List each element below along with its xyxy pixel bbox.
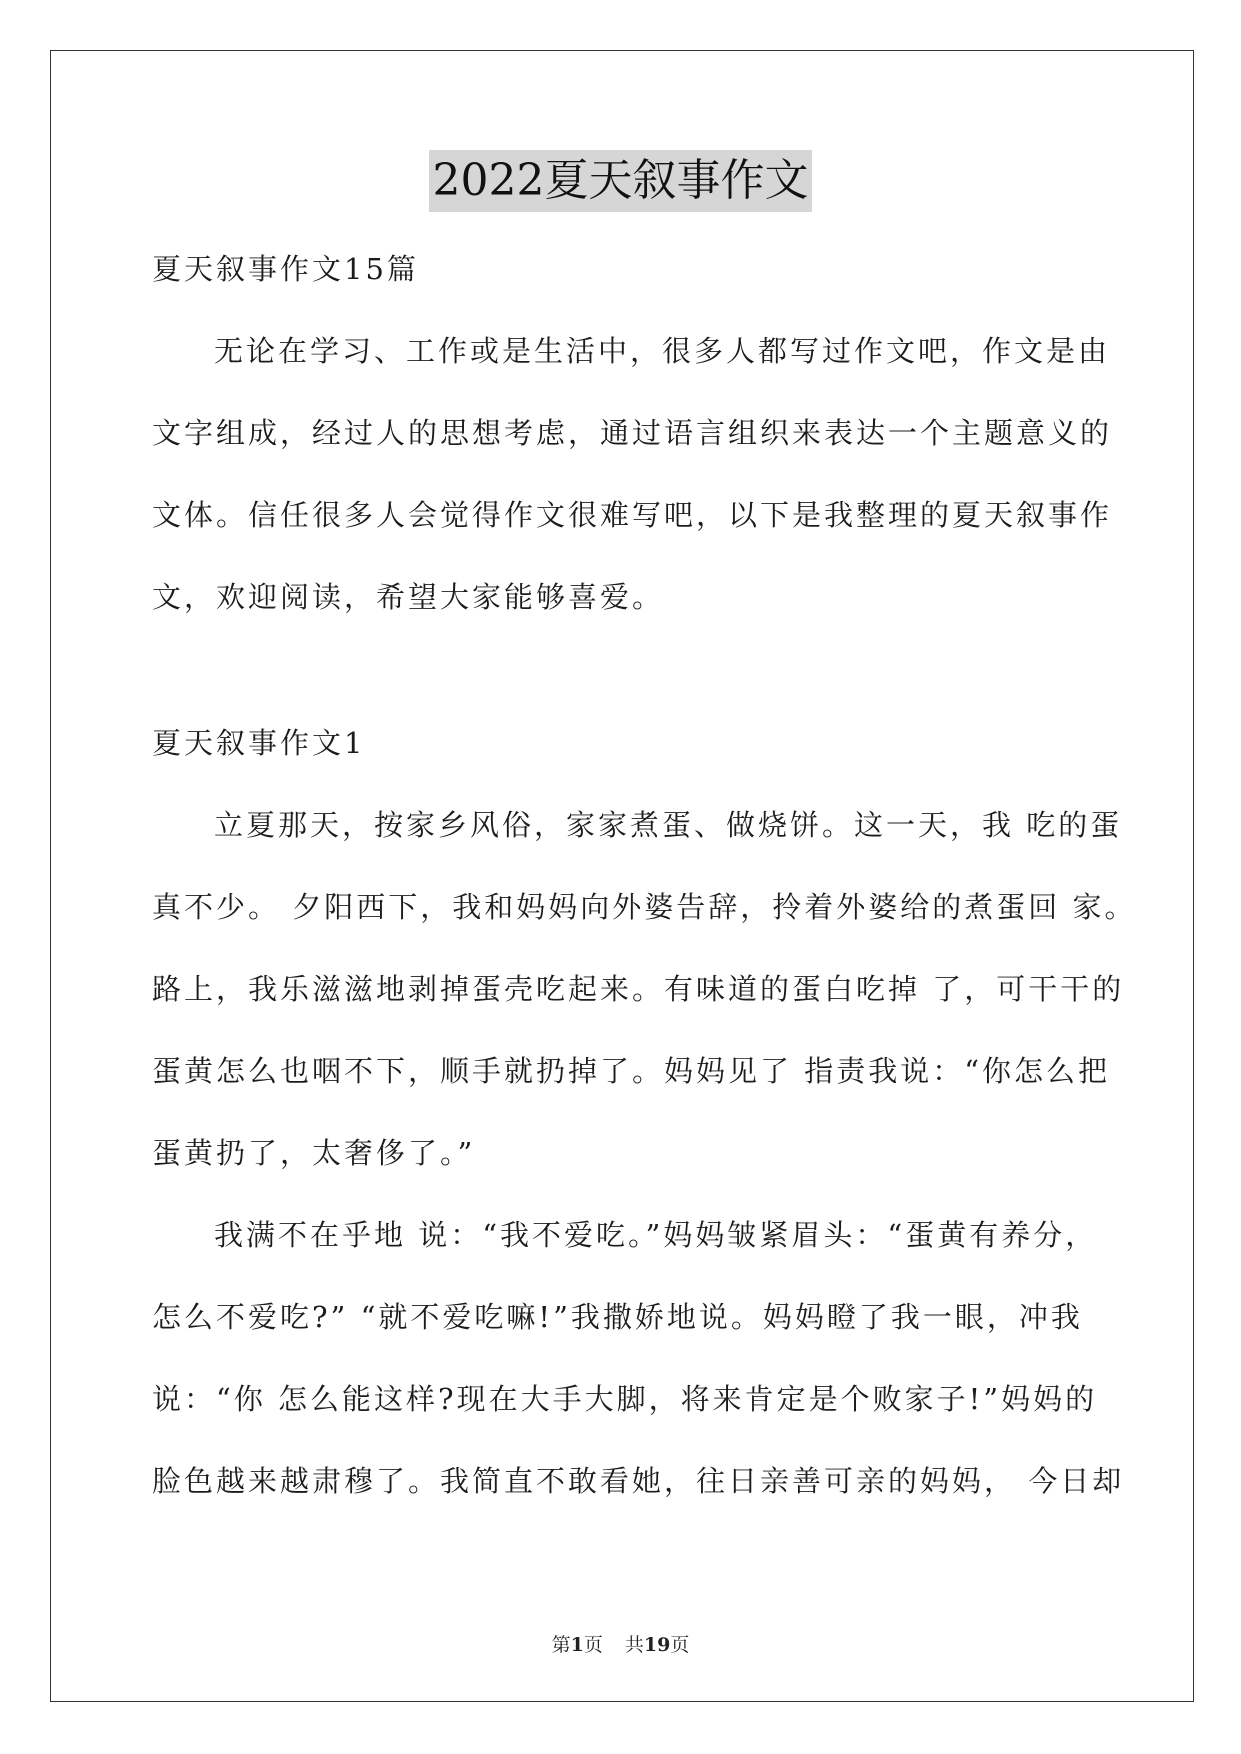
total-prefix: 共: [624, 1634, 644, 1656]
paragraph-line: 蛋黄扔了，太奢侈了。”: [152, 1136, 476, 1170]
paragraph-line: 我满不在乎地 说：“我不爱吃。”妈妈皱紧眉头：“蛋黄有养分，: [214, 1218, 1098, 1252]
document-subtitle: 夏天叙事作文15篇: [152, 252, 419, 286]
paragraph-line: 蛋黄怎么也咽不下，顺手就扔掉了。妈妈见了 指责我说：“你怎么把: [152, 1054, 1111, 1088]
total-suffix: 页: [670, 1634, 690, 1656]
intro-line: 文字组成，经过人的思想考虑，通过语言组织来表达一个主题意义的: [152, 416, 1113, 450]
paragraph-line: 立夏那天，按家乡风俗，家家煮蛋、做烧饼。这一天，我 吃的蛋: [214, 808, 1123, 842]
section-gap: [152, 638, 1092, 702]
document-title: 2022夏天叙事作文: [429, 150, 813, 212]
intro-line: 无论在学习、工作或是生活中，很多人都写过作文吧，作文是由: [214, 334, 1111, 368]
page-footer: [0, 1630, 1241, 1657]
document-body: [152, 228, 1137, 1522]
title-container: [0, 150, 1241, 212]
intro-line: 文，欢迎阅读，希望大家能够喜爱。: [152, 580, 665, 614]
paragraph-line: 说：“你 怎么能这样?现在大手大脚，将来肯定是个败家子!”妈妈的: [152, 1382, 1098, 1416]
intro-line: 文体。信任很多人会觉得作文很难写吧，以下是我整理的夏天叙事作: [152, 498, 1113, 532]
paragraph-line: 路上，我乐滋滋地剥掉蛋壳吃起来。有味道的蛋白吃掉 了，可干干的: [152, 972, 1125, 1006]
page-suffix: 页: [583, 1634, 603, 1656]
paragraph-line: 真不少。 夕阳西下，我和妈妈向外婆告辞，拎着外婆给的煮蛋回 家。: [152, 890, 1137, 924]
section-heading: 夏天叙事作文1: [152, 726, 366, 760]
paragraph-line: 怎么不爱吃?” “就不爱吃嘛!”我撒娇地说。妈妈瞪了我一眼，冲我: [152, 1300, 1083, 1334]
paragraph-line: 脸色越来越肃穆了。我简直不敢看她，往日亲善可亲的妈妈， 今日却: [152, 1464, 1125, 1498]
page-prefix: 第: [551, 1634, 571, 1656]
current-page-number: 1: [570, 1634, 584, 1656]
total-page-count: 19: [643, 1634, 671, 1656]
